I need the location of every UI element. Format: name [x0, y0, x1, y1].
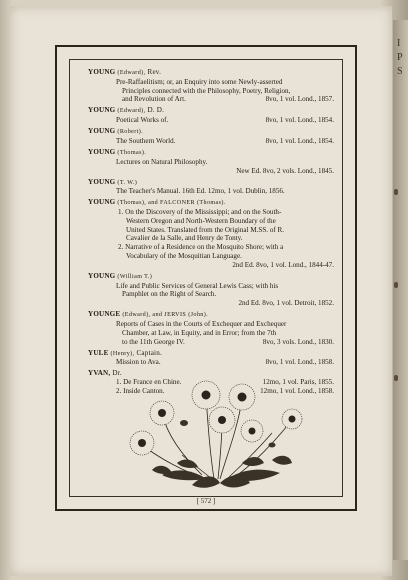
entry-line: The Teacher's Manual. 16th Ed. 12mo, 1 vol. Dublin, 1856.	[116, 187, 285, 196]
daisy-engraving	[122, 375, 312, 495]
next-page-letter: S	[397, 66, 403, 77]
entry-line: 1. De France en Chine. 12mo, 1 vol. Paris, 1855.	[116, 378, 334, 387]
catalogue-entry	[88, 178, 334, 197]
entry-line: and Revolution of Art. 8vo, 1 vol. Lond., 1857.	[122, 95, 334, 104]
entry-line: Principles connected with the Philosophy, Poetry, Religion,	[122, 86, 291, 95]
entry-heading: YOUNGE (Edward), and JERVIS (John).	[88, 310, 209, 319]
entry-line: 2. Narrative of a Residence on the Mosquito Shore; with a	[118, 243, 284, 252]
entry-heading: YULE (Henry), Captain.	[88, 348, 162, 357]
entry-line: Life and Public Services of General Lewis Cass; with his	[116, 281, 279, 290]
catalogue-entry	[88, 198, 334, 269]
daisy-blooms	[130, 381, 302, 455]
catalogue-entry	[88, 106, 334, 125]
entry-line: to the 11th George IV. 8vo, 3 vols. Lond., 1830.	[122, 337, 334, 346]
daisy-icon	[130, 431, 154, 455]
entry-heading: YVAN, Dr.	[88, 369, 122, 378]
entry-line: Reports of Cases in the Courts of Exchequer and Exchequer	[116, 320, 287, 329]
entry-heading: YOUNG (Edward), Rev.	[88, 68, 162, 76]
daisy-icon	[241, 420, 263, 442]
entry-line: Pamphlet on the Right of Search.	[122, 290, 217, 299]
daisy-icon	[150, 401, 174, 425]
entry-heading: YOUNG (T. W.)	[88, 177, 138, 186]
entry-line: Vocabulary of the Mosquitian Language.	[126, 252, 242, 261]
catalogue-entry	[88, 127, 334, 146]
daisy-bud-icon	[269, 443, 276, 448]
daisy-bud-icon	[180, 420, 188, 426]
binding-hole	[394, 189, 398, 195]
entry-line: New Ed. 8vo, 2 vols. Lond., 1845.	[236, 166, 334, 175]
daisy-icon	[229, 384, 255, 410]
catalogue-entry	[88, 310, 334, 346]
page-number: [ 572 ]	[196, 497, 216, 505]
catalogue-entry	[88, 148, 334, 175]
next-page-letter: P	[397, 52, 403, 63]
binding-hole	[394, 375, 398, 381]
entry-line: 1. On the Discovery of the Mississippi; and on the South-	[118, 208, 282, 217]
daisy-icon	[192, 381, 220, 409]
entry-line: United States. Translated from the Original M.SS. of R.	[126, 225, 285, 234]
daisy-icon	[282, 409, 302, 429]
catalogue-entry	[88, 272, 334, 308]
next-page-letter: I	[397, 38, 401, 49]
entry-line: Poetical Works of. 8vo, 1 vol. Lond., 1854.	[116, 116, 334, 125]
catalogue-entry	[88, 68, 334, 104]
entry-heading: YOUNG (Thomas), and FALCONER (Thomas).	[88, 198, 226, 207]
entry-line: Lectures on Natural Philosophy.	[116, 157, 208, 166]
entry-heading: YOUNG (Thomas).	[88, 147, 147, 156]
entry-line: 2. Inside Canton. 12mo, 1 vol. Lond., 1858.	[116, 386, 334, 395]
entry-heading: YOUNG (Robert).	[88, 127, 144, 136]
entry-line: Chamber, at Law, in Equity, and in Error; from the 7th	[122, 328, 277, 337]
daisy-icon	[209, 407, 235, 433]
entry-line: 2nd Ed. 8vo, 1 vol. Detroit, 1852.	[238, 299, 334, 308]
entry-heading: YOUNG (Edward), D. D.	[88, 106, 165, 115]
entry-line: Cavalier de la Salle, and Henry de Tonty.	[126, 234, 243, 243]
next-page-edge	[393, 20, 408, 560]
entry-line: Mission to Ava. 8vo, 1 vol. Lond., 1858.	[116, 358, 334, 367]
entry-line: 2nd Ed. 8vo, 1 vol. Lond., 1844-47.	[232, 260, 334, 269]
entry-heading: YOUNG (William T.)	[88, 271, 153, 280]
page-inner-border	[69, 59, 343, 505]
binding-hole	[394, 282, 398, 288]
entry-line: Pre-Raffaelitism; or, an Enquiry into some Newly-asserted	[116, 77, 283, 86]
catalogue-entries	[88, 68, 334, 398]
entry-line: The Southern World. 8vo, 1 vol. Lond., 1854.	[116, 136, 334, 145]
catalogue-entry	[88, 349, 334, 368]
entry-line: Western Oregon and North-Western Boundary of the	[126, 216, 276, 225]
page-border	[55, 45, 357, 511]
